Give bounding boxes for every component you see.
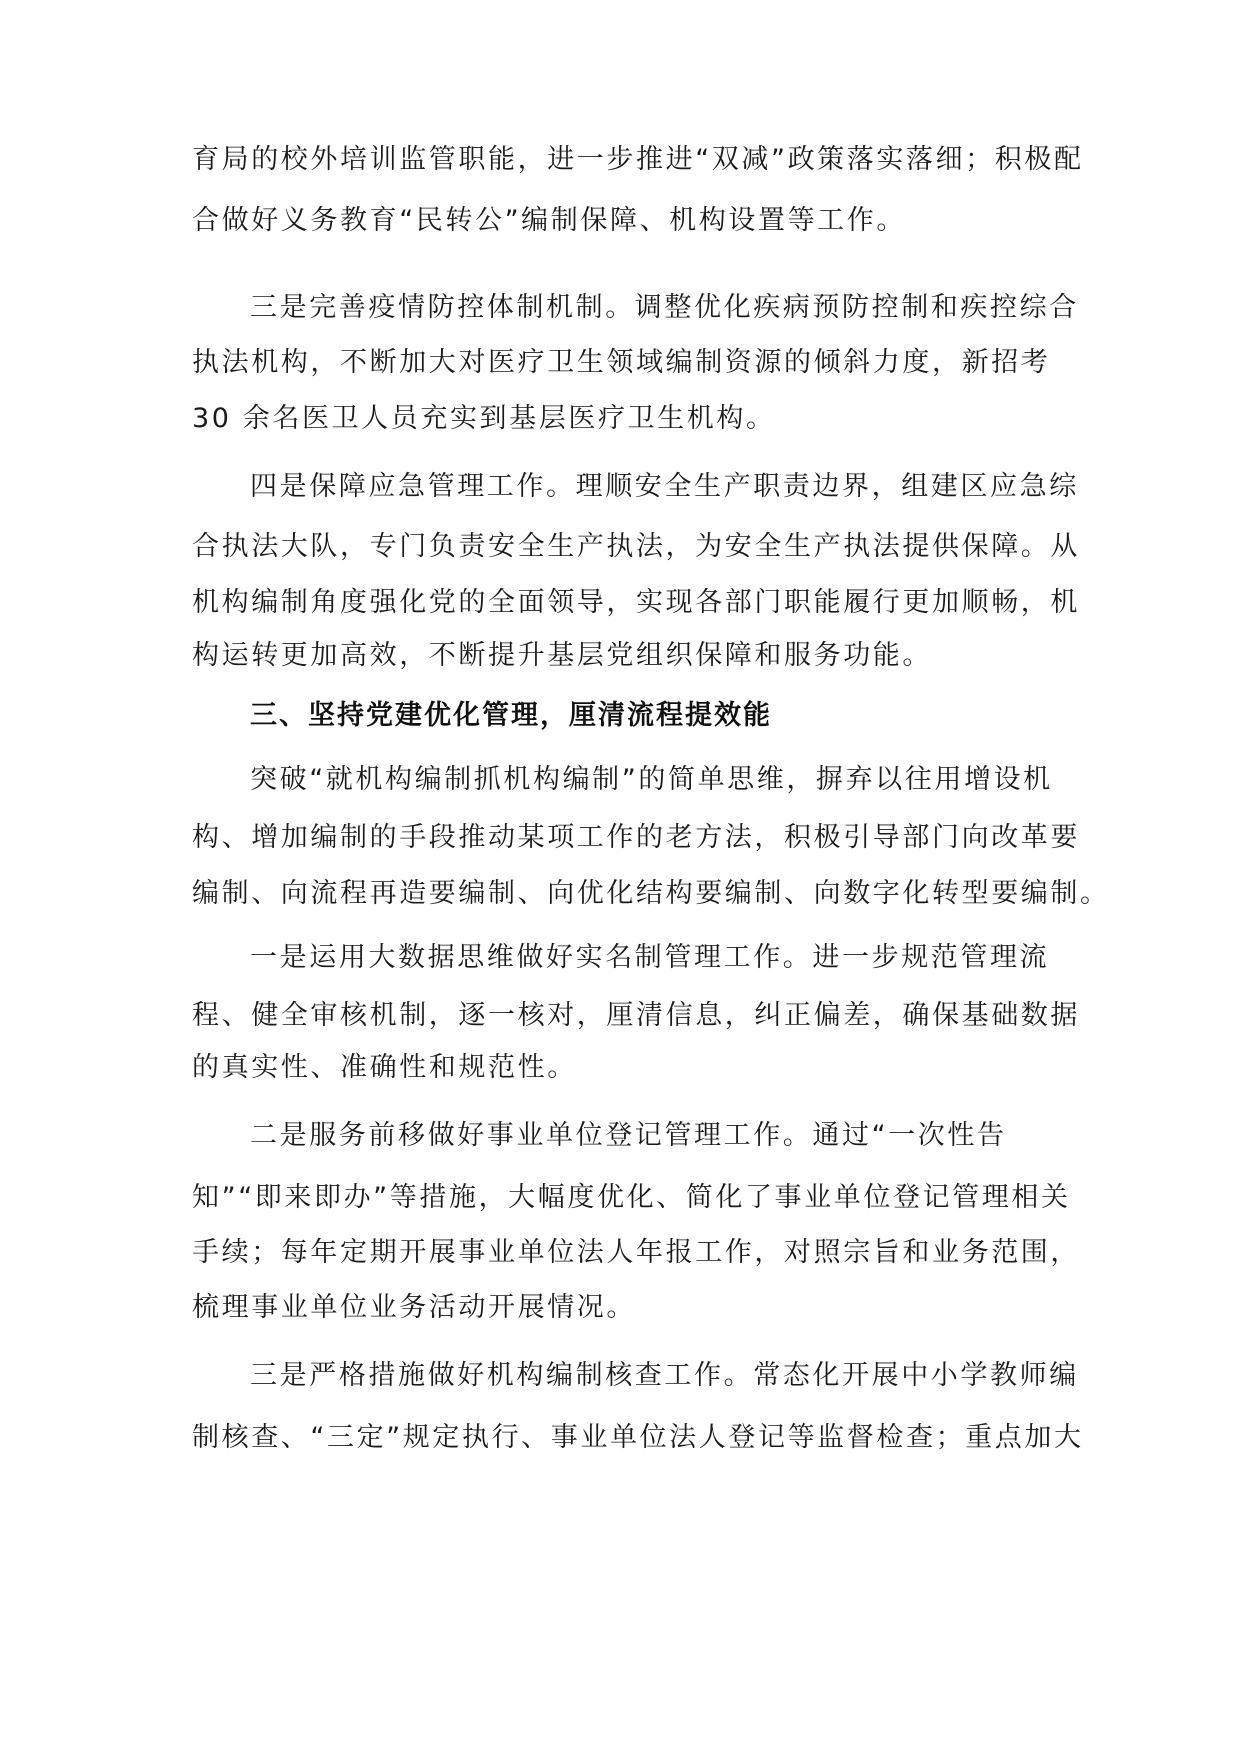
- text-line: 构、增加编制的手段推动某项工作的老方法，积极引导部门向改革要: [192, 822, 1080, 853]
- section-heading: 三、坚持党建优化管理，厘清流程提效能: [250, 700, 772, 731]
- text-line: 的真实性、准确性和规范性。: [192, 1052, 577, 1083]
- text-line: 知”“即来即办”等措施，大幅度优化、简化了事业单位登记管理相关: [192, 1182, 1071, 1213]
- paragraph-line: 突破“就机构编制抓机构编制”的简单思维，摒弃以往用增设机: [250, 764, 1053, 795]
- text-line: 手续；每年定期开展事业单位法人年报工作，对照宗旨和业务范围，: [192, 1237, 1080, 1268]
- text-line: 制核查、“三定”规定执行、事业单位法人登记等监督检查；重点加大: [192, 1422, 1084, 1453]
- text-line: 机构编制角度强化党的全面领导，实现各部门职能履行更加顺畅，机: [192, 587, 1080, 618]
- paragraph-line: 三是严格措施做好机构编制核查工作。常态化开展中小学教师编: [250, 1360, 1079, 1391]
- paragraph-line: 四是保障应急管理工作。理顺安全生产职责边界，组建区应急综: [250, 471, 1079, 502]
- text-line: 梳理事业单位业务活动开展情况。: [192, 1292, 636, 1323]
- text-line: 程、健全审核机制，逐一核对，厘清信息，纠正偏差，确保基础数据: [192, 1000, 1080, 1031]
- paragraph-line: 二是服务前移做好事业单位登记管理工作。通过“一次性告: [250, 1120, 1007, 1151]
- text-line: 合执法大队，专门负责安全生产执法，为安全生产执法提供保障。从: [192, 531, 1080, 562]
- text-line: 育局的校外培训监管职能，进一步推进“双减”政策落实落细；积极配: [192, 144, 1084, 175]
- text-line: 执法机构，不断加大对医疗卫生领域编制资源的倾斜力度，新招考: [192, 347, 1051, 378]
- paragraph-line: 一是运用大数据思维做好实名制管理工作。进一步规范管理流: [250, 942, 1050, 973]
- text-line: 合做好义务教育“民转公”编制保障、机构设置等工作。: [192, 205, 906, 236]
- text-line: 30 余名医卫人员充实到基层医疗卫生机构。: [192, 403, 776, 434]
- paragraph-line: 三是完善疫情防控体制机制。调整优化疾病预防控制和疾控综合: [250, 292, 1079, 323]
- text-line: 编制、向流程再造要编制、向优化结构要编制、向数字化转型要编制。: [192, 878, 1110, 909]
- text-line: 构运转更加高效，不断提升基层党组织保障和服务功能。: [192, 640, 932, 671]
